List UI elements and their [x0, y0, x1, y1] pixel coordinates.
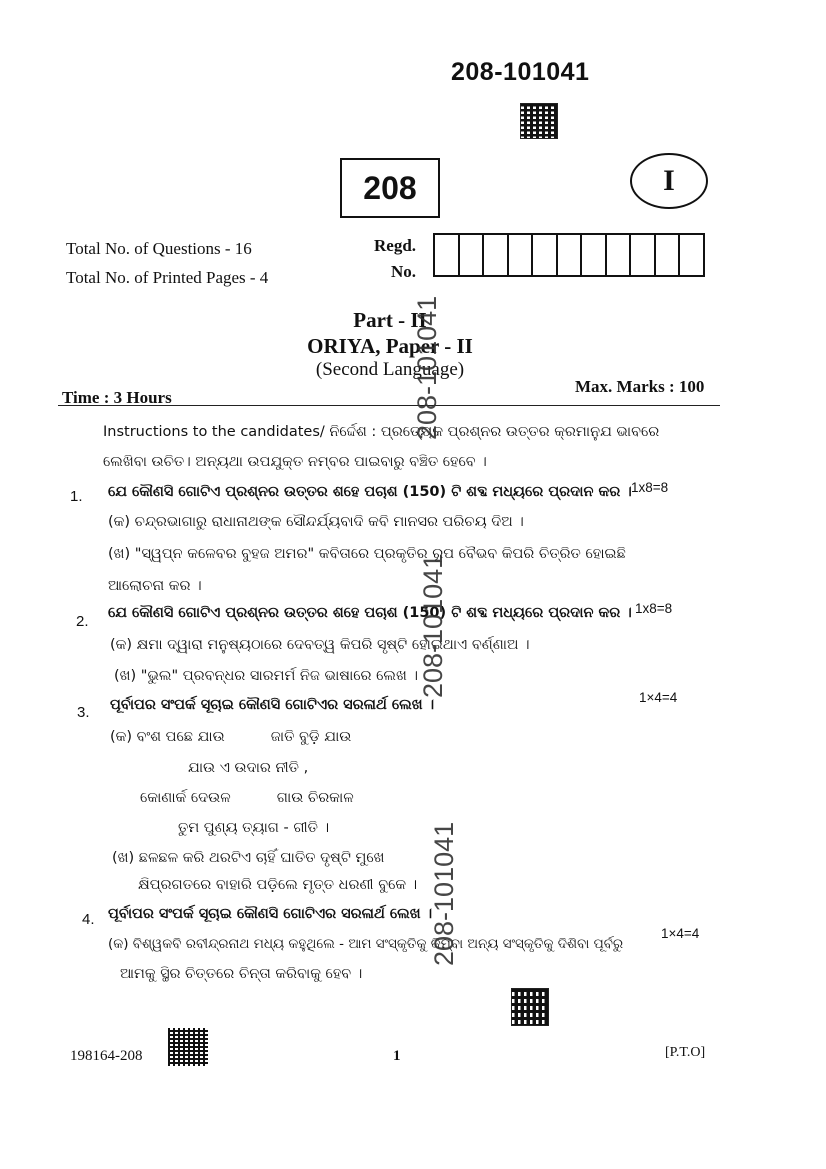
- instructions-line-1: Instructions to the candidates/ ନିର୍ଦ୍ଦେଶ : ପ୍ରତ୍ୟେକ ପ୍ରଶ୍ନର ଉତ୍ତର କ୍ରମାନୁଯ ଭାବରେ: [103, 424, 660, 440]
- regd-digit-box[interactable]: [484, 235, 509, 275]
- pto-label: [P.T.O]: [665, 1045, 706, 1060]
- question-number: 2.: [76, 613, 89, 630]
- regd-label: Regd.: [374, 236, 417, 255]
- subject-heading: ORIYA, Paper - II: [307, 334, 473, 358]
- question-option-cont: ଆମକୁ ସ୍ଥିର ଚିତ୍ତରେ ଚିନ୍ତା କରିବାକୁ ହେବ ।: [120, 966, 363, 982]
- watermark-stamp: 208-101041: [429, 821, 459, 966]
- question-option: (କ) ବିଶ୍ୱକବି ରବୀନ୍ଦ୍ରନାଥ ମଧ୍ୟ କହୁଥିଲେ - ଆମ ସଂସ୍କୃତିକୁ କିମ୍ବା ଅନ୍ୟ ସଂସ୍କୃତିକୁ ଦିଶିବା ପୂର୍ବରୁ: [108, 936, 624, 952]
- header-divider: [58, 405, 720, 406]
- set-label: I: [663, 164, 675, 197]
- total-questions: Total No. of Questions - 16: [66, 239, 252, 258]
- regd-no-label: No.: [391, 262, 417, 281]
- regd-number-boxes[interactable]: [433, 233, 705, 277]
- qr-code-icon: [520, 103, 558, 139]
- time-allowed: Time : 3 Hours: [62, 388, 172, 407]
- question-option: (ଖ) "ଭୁଲ" ପ୍ରବନ୍ଧର ସାରମର୍ମ ନିଜ ଭାଷାରେ ଲେଖ ।: [114, 668, 418, 684]
- set-oval: [630, 153, 708, 209]
- question-text: ପୂର୍ବାପର ସଂପର୍କ ସୂଚାଇ କୌଣସି ଗୋଟିଏର ସରଳାର୍ଥ ଲେଖ ।: [108, 906, 433, 922]
- regd-digit-box[interactable]: [680, 235, 705, 275]
- poem-line: (କ) ବଂଶ ପଛେ ଯାଉ ଜାତି ବୁଡ଼ି ଯାଉ: [110, 729, 352, 745]
- regd-digit-box[interactable]: [509, 235, 534, 275]
- instructions-line-2: ଲେଖିବା ଉଚିତ। ଅନ୍ୟଥା ଉପଯୁକ୍ତ ନମ୍ବର ପାଇବାରୁ ବଞ୍ଚିତ ହେବେ ।: [103, 454, 487, 470]
- footer-code: 198164-208: [70, 1048, 143, 1064]
- watermark-stamp: 208-101041: [418, 553, 448, 698]
- max-marks: Max. Marks : 100: [575, 377, 705, 396]
- question-number: 4.: [82, 911, 95, 928]
- regd-digit-box[interactable]: [533, 235, 558, 275]
- poem-line: ଯାଉ ଏ ଉଦାର ନୀତି ,: [188, 760, 309, 776]
- poem-line: ତୁମ ପୁଣ୍ୟ ତ୍ୟାଗ - ଗୀତି ।: [178, 820, 330, 836]
- paper-id: 208-101041: [451, 58, 590, 86]
- regd-digit-box[interactable]: [558, 235, 583, 275]
- part-heading: Part - II: [353, 308, 427, 332]
- poem-line: କ୍ଷିପ୍ରଗତରେ ବାହାରି ପଡ଼ିଲେ ମୃତ୍ତ ଧରଣୀ ବୁକେ ।: [138, 877, 418, 893]
- question-text: ଯେ କୌଣସି ଗୋଟିଏ ପ୍ରଶ୍ନର ଉତ୍ତର ଶହେ ପଚାଶ (150) ଟି ଶବ୍ଦ ମଧ୍ୟରେ ପ୍ରଦାନ କର ।: [108, 605, 632, 621]
- poem-line: (ଖ) ଛଳଛଳ କରି ଥରଟିଏ ଚାହିଁ ଘାତିତ ଦୃଷ୍ଟି ମୁଖେ: [112, 850, 385, 866]
- question-marks: 1×4=4: [661, 926, 700, 941]
- datamatrix-code-icon: [168, 1028, 208, 1066]
- question-marks: 1x8=8: [635, 601, 673, 616]
- language-heading: (Second Language): [315, 359, 465, 380]
- total-pages: Total No. of Printed Pages - 4: [66, 268, 269, 287]
- paper-code-box: [340, 158, 440, 218]
- paper-code: 208: [363, 169, 417, 206]
- question-option-cont: ଆଲୋଚନା କର ।: [108, 578, 202, 594]
- question-marks: 1x8=8: [631, 480, 669, 495]
- poem-line: କୋଣାର୍କ ଦେଉଳ ଗାଉ ଚିରକାଳ: [140, 790, 354, 806]
- question-option: (ଖ) "ସ୍ୱପ୍ନ କଳେବର ବୁହଜ ଅମର" କବିତାରେ ପ୍ରକୃତିର ରୂପ ବୈଭବ କିପରି ଚିତ୍ରିତ ହୋଇଛି: [108, 546, 626, 562]
- regd-digit-box[interactable]: [631, 235, 656, 275]
- question-option: (କ) ଚନ୍ଦ୍ରଭାଗାରୁ ରାଧାନାଥଙ୍କ ସୌନ୍ଦର୍ଯ୍ୟବାଦି କବି ମାନସର ପରିଚୟ ଦିଅ ।: [108, 514, 524, 530]
- page-number: 1: [393, 1048, 401, 1064]
- question-text: ଯେ କୌଣସି ଗୋଟିଏ ପ୍ରଶ୍ନର ଉତ୍ତର ଶହେ ପଚାଶ (150) ଟି ଶବ୍ଦ ମଧ୍ୟରେ ପ୍ରଦାନ କର ।: [108, 484, 632, 500]
- regd-digit-box[interactable]: [656, 235, 681, 275]
- question-option: (କ) କ୍ଷମା ଦ୍ୱାରା ମନୁଷ୍ୟଠାରେ ଦେବତ୍ୱ କିପରି ସୃଷ୍ଟି ହୋଇଥାଏ ବର୍ଣ୍ଣାଅ ।: [110, 637, 530, 653]
- watermark-stamp: 208-101041: [412, 295, 442, 440]
- qr-code-icon: [511, 988, 549, 1026]
- question-number: 1.: [70, 488, 83, 505]
- regd-digit-box[interactable]: [607, 235, 632, 275]
- regd-digit-box[interactable]: [435, 235, 460, 275]
- question-marks: 1×4=4: [639, 690, 678, 705]
- question-text: ପୂର୍ବାପର ସଂପର୍କ ସୂଚାଇ କୌଣସି ଗୋଟିଏର ସରଳାର୍ଥ ଲେଖ ।: [110, 697, 435, 713]
- regd-digit-box[interactable]: [460, 235, 485, 275]
- question-number: 3.: [77, 704, 90, 721]
- regd-digit-box[interactable]: [582, 235, 607, 275]
